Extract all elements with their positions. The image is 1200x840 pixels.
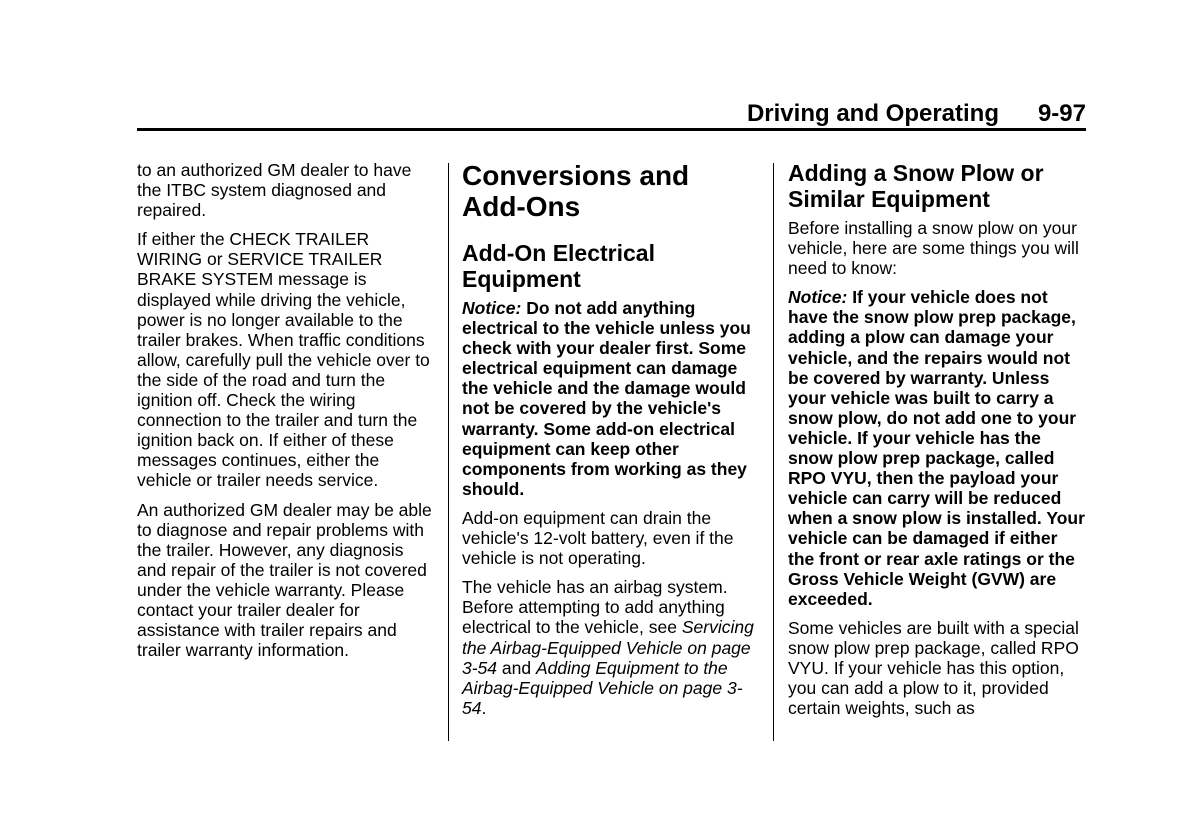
- column-divider-1: [448, 163, 449, 741]
- page-number: 9-97: [1037, 100, 1086, 127]
- notice-label: Notice:: [788, 287, 848, 308]
- header-rule: [137, 128, 1086, 131]
- cross-reference: Servicing the Airbag-Equipped Vehicle on page 3-54: [462, 617, 754, 678]
- paragraph: If either the CHECK TRAILER WIRING or SERVICE TRAILER BRAKE SYSTEM message is displayed while driving the vehicle, power is no longer available to the trailer brakes. When traffic conditions allow, carefully pull the vehicle over to the side of the road and turn the ignition off. Check the wiring connection to the trailer and turn the ignition back on. If either of these messages continues, either the vehicle or trailer needs service.: [137, 229, 430, 491]
- notice-label: Notice:: [462, 298, 522, 318]
- paragraph: An authorized GM dealer may be able to diagnose and repair problems with the trailer. However, any diagnosis and repair of the trailer is not covered under the vehicle warranty. Please contact your trailer dealer for assistance with trailer repairs and trailer warranty information.: [137, 499, 432, 661]
- text: .: [481, 697, 487, 718]
- column-3: [788, 160, 1088, 727]
- paragraph: to an authorized GM dealer to have the ITBC system diagnosed and repaired.: [137, 160, 412, 221]
- page-header: [137, 100, 1086, 128]
- notice-paragraph: [788, 287, 1088, 609]
- column-2: [462, 160, 757, 727]
- text: and: [501, 657, 532, 678]
- cross-reference: Adding Equipment to the Airbag-Equipped Vehicle on page 3-54: [462, 657, 743, 718]
- heading-snow-plow: Adding a Snow Plow or Similar Equipment: [788, 160, 1044, 212]
- paragraph: Add-on equipment can drain the vehicle's 12-volt battery, even if the vehicle is not operating.: [462, 507, 734, 569]
- text: The vehicle has an airbag system. Before attempting to add anything electrical to the vehicle, see: [462, 577, 728, 638]
- paragraph: [462, 577, 757, 718]
- notice-text: Do not add anything electrical to the vehicle unless you check with your dealer first. Some electrical equipment can damage the vehicle and the damage would not be covered by the vehicle's warranty. Some add-on electrical equipment can keep other components from working as they should.: [462, 298, 751, 499]
- column-1: [137, 160, 432, 669]
- heading-add-on-electrical: Add-On Electrical Equipment: [462, 240, 655, 292]
- paragraph: Some vehicles are built with a special snow plow prep package, called RPO VYU. If your vehicle has this option, you can add a plow to it, provided certain weights, such as: [788, 617, 1079, 719]
- heading-conversions: Conversions and Add-Ons: [462, 160, 690, 222]
- column-divider-2: [773, 163, 774, 741]
- section-title: Driving and Operating: [746, 100, 999, 127]
- notice-text: If your vehicle does not have the snow plow prep package, adding a plow can damage your vehicle, and the repairs would not be covered by warranty. Unless your vehicle was built to carry a snow plow, do not add one to your vehicle. If your vehicle has the snow plow prep package, called RPO VYU, then the payload your vehicle can carry will be reduced when a snow plow is installed. Your vehicle can be damaged if either the front or rear axle ratings or the Gross Vehicle Weight (GVW) are exceeded.: [788, 287, 1085, 609]
- notice-paragraph: [462, 298, 757, 499]
- paragraph: Before installing a snow plow on your vehicle, here are some things you will need to know:: [788, 218, 1079, 279]
